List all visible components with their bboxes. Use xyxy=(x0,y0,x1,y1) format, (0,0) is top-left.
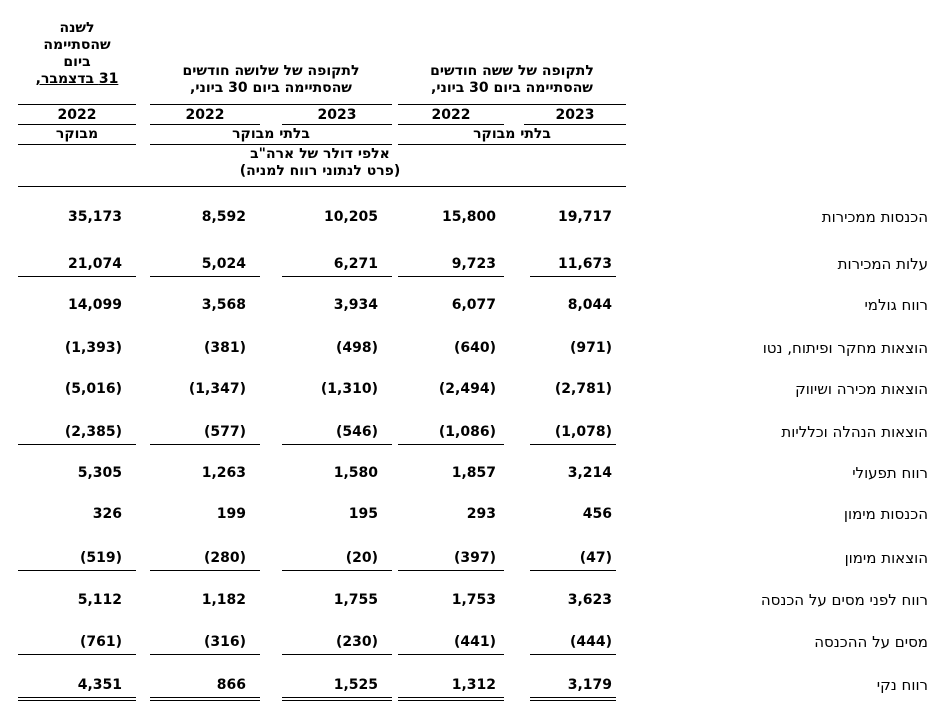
row-label: הכנסות מימון xyxy=(843,505,928,523)
row-double-underline xyxy=(282,700,392,701)
row-underline xyxy=(150,697,260,698)
cell-six-months-2023: 456 xyxy=(582,506,612,522)
cell-three-months-2023: 6,271 xyxy=(333,256,378,272)
row-underline xyxy=(530,276,616,277)
cell-six-months-2023: 8,044 xyxy=(567,297,612,313)
cell-six-months-2023: (1,078) xyxy=(554,424,612,440)
six-months-title-line: לתקופה של ששה חודשים xyxy=(430,63,594,79)
cell-three-months-2022: (280) xyxy=(203,550,246,566)
row-underline xyxy=(282,654,392,655)
row-underline xyxy=(282,444,392,445)
three-months-year-2023: 2023 xyxy=(317,107,357,123)
row-double-underline xyxy=(398,700,504,701)
row-label: עלות המכירות xyxy=(837,255,928,273)
three-months-title-line: שהסתיימה ביום 30 ביוני, xyxy=(190,80,352,96)
cell-six-months-2022: 15,800 xyxy=(441,209,496,225)
cell-six-months-2022: 1,312 xyxy=(451,677,496,693)
cell-six-months-2023: (971) xyxy=(569,340,612,356)
cell-six-months-2022: (397) xyxy=(453,550,496,566)
three-months-status: בלתי מבוקר xyxy=(232,126,310,142)
units-note-line: (פרט לנתוני רווח למניה) xyxy=(239,163,401,179)
cell-annual-2022: (519) xyxy=(79,550,122,566)
row-underline xyxy=(150,570,260,571)
cell-three-months-2022: 5,024 xyxy=(201,256,246,272)
cell-six-months-2023: (444) xyxy=(569,634,612,650)
cell-three-months-2023: (546) xyxy=(335,424,378,440)
cell-six-months-2022: (441) xyxy=(453,634,496,650)
row-underline xyxy=(18,276,136,277)
row-label: הוצאות מכירה ושיווק xyxy=(795,380,928,398)
cell-six-months-2022: (1,086) xyxy=(438,424,496,440)
cell-six-months-2023: 19,717 xyxy=(557,209,612,225)
cell-annual-2022: 14,099 xyxy=(67,297,122,313)
three-months-status-underline xyxy=(150,144,392,145)
cell-three-months-2022: 8,592 xyxy=(201,209,246,225)
row-label: רווח לפני מסים על הכנסה xyxy=(760,591,928,609)
annual-status-underline xyxy=(18,144,136,145)
cell-annual-2022: 35,173 xyxy=(67,209,122,225)
row-underline xyxy=(530,444,616,445)
row-underline xyxy=(398,697,504,698)
three-months-year-2022: 2022 xyxy=(185,107,225,123)
row-underline xyxy=(530,697,616,698)
cell-annual-2022: 326 xyxy=(92,506,122,522)
annual-title-line: ביום xyxy=(63,54,91,70)
cell-six-months-2022: 6,077 xyxy=(451,297,496,313)
row-double-underline xyxy=(18,700,136,701)
cell-three-months-2022: (316) xyxy=(203,634,246,650)
annual-status: מבוקר xyxy=(55,126,99,142)
row-label: מסים על ההכנסה xyxy=(814,633,928,651)
cell-six-months-2022: 1,753 xyxy=(451,592,496,608)
cell-annual-2022: 5,112 xyxy=(77,592,122,608)
cell-six-months-2023: 3,214 xyxy=(567,465,612,481)
six-months-status: בלתי מבוקר xyxy=(473,126,551,142)
annual-title-line: שהסתיימה xyxy=(43,37,111,53)
row-underline xyxy=(18,654,136,655)
units-note-line: אלפי דולר של ארה"ב xyxy=(250,146,390,162)
cell-three-months-2022: 1,263 xyxy=(201,465,246,481)
cell-six-months-2023: 11,673 xyxy=(557,256,612,272)
cell-annual-2022: 21,074 xyxy=(67,256,122,272)
cell-six-months-2023: (47) xyxy=(579,550,612,566)
cell-three-months-2023: 1,755 xyxy=(333,592,378,608)
six-months-title-underline xyxy=(398,104,626,105)
row-underline xyxy=(18,444,136,445)
cell-three-months-2023: (230) xyxy=(335,634,378,650)
cell-annual-2022: (1,393) xyxy=(64,340,122,356)
annual-title-underline xyxy=(18,104,136,105)
row-underline xyxy=(530,654,616,655)
six-months-year-2023-underline xyxy=(524,124,626,125)
annual-title-line: לשנה xyxy=(59,20,95,36)
units-note xyxy=(150,146,490,180)
row-underline xyxy=(398,276,504,277)
cell-six-months-2022: 9,723 xyxy=(451,256,496,272)
cell-annual-2022: (5,016) xyxy=(64,381,122,397)
cell-annual-2022: (761) xyxy=(79,634,122,650)
cell-three-months-2023: 10,205 xyxy=(323,209,378,225)
cell-three-months-2022: (577) xyxy=(203,424,246,440)
row-underline xyxy=(150,654,260,655)
three-months-title-line: לתקופה של שלושה חודשים xyxy=(182,63,360,79)
cell-three-months-2022: 199 xyxy=(216,506,246,522)
cell-six-months-2022: 1,857 xyxy=(451,465,496,481)
row-label: הוצאות מחקר ופיתוח, נטו xyxy=(762,339,928,357)
cell-annual-2022: 4,351 xyxy=(77,677,122,693)
row-underline xyxy=(398,444,504,445)
cell-six-months-2022: (2,494) xyxy=(438,381,496,397)
cell-three-months-2023: 195 xyxy=(348,506,378,522)
annual-year-underline xyxy=(18,124,136,125)
cell-three-months-2022: 1,182 xyxy=(201,592,246,608)
three-months-year-2022-underline xyxy=(150,124,260,125)
six-months-header xyxy=(398,63,626,97)
cell-three-months-2023: 1,525 xyxy=(333,677,378,693)
row-label: הוצאות הנהלה וכלליות xyxy=(781,423,928,441)
row-underline xyxy=(398,570,504,571)
row-underline xyxy=(18,697,136,698)
cell-annual-2022: (2,385) xyxy=(64,424,122,440)
annual-year: 2022 xyxy=(57,107,97,123)
six-months-year-2022-underline xyxy=(398,124,504,125)
row-underline xyxy=(150,444,260,445)
six-months-year-2022: 2022 xyxy=(431,107,471,123)
cell-three-months-2023: (20) xyxy=(345,550,378,566)
cell-three-months-2022: (1,347) xyxy=(188,381,246,397)
cell-six-months-2022: 293 xyxy=(466,506,496,522)
units-note-underline xyxy=(18,186,626,187)
cell-three-months-2022: 3,568 xyxy=(201,297,246,313)
cell-three-months-2023: 3,934 xyxy=(333,297,378,313)
cell-three-months-2023: 1,580 xyxy=(333,465,378,481)
row-underline xyxy=(18,570,136,571)
row-double-underline xyxy=(150,700,260,701)
six-months-year-2023: 2023 xyxy=(555,107,595,123)
row-underline xyxy=(150,276,260,277)
row-underline xyxy=(282,570,392,571)
annual-title-line: 31 בדצמבר, xyxy=(35,71,119,87)
cell-six-months-2023: (2,781) xyxy=(554,381,612,397)
six-months-title-line: שהסתיימה ביום 30 ביוני, xyxy=(431,80,593,96)
three-months-title-underline xyxy=(150,104,392,105)
annual-header xyxy=(18,20,136,88)
row-double-underline xyxy=(530,700,616,701)
row-label: רווח גולמי xyxy=(864,296,928,314)
row-underline xyxy=(398,654,504,655)
three-months-header xyxy=(150,63,392,97)
cell-six-months-2023: 3,623 xyxy=(567,592,612,608)
cell-six-months-2023: 3,179 xyxy=(567,677,612,693)
three-months-year-2023-underline xyxy=(282,124,392,125)
row-label: הוצאות מימון xyxy=(844,549,928,567)
row-underline xyxy=(282,697,392,698)
row-label: רווח נקי xyxy=(876,676,928,694)
cell-three-months-2022: 866 xyxy=(216,677,246,693)
cell-annual-2022: 5,305 xyxy=(77,465,122,481)
cell-six-months-2022: (640) xyxy=(453,340,496,356)
row-label: רווח תפעולי xyxy=(852,464,928,482)
row-underline xyxy=(530,570,616,571)
six-months-status-underline xyxy=(398,144,626,145)
row-label: הכנסות ממכירות xyxy=(821,208,928,226)
row-underline xyxy=(282,276,392,277)
cell-three-months-2023: (498) xyxy=(335,340,378,356)
cell-three-months-2022: (381) xyxy=(203,340,246,356)
cell-three-months-2023: (1,310) xyxy=(320,381,378,397)
